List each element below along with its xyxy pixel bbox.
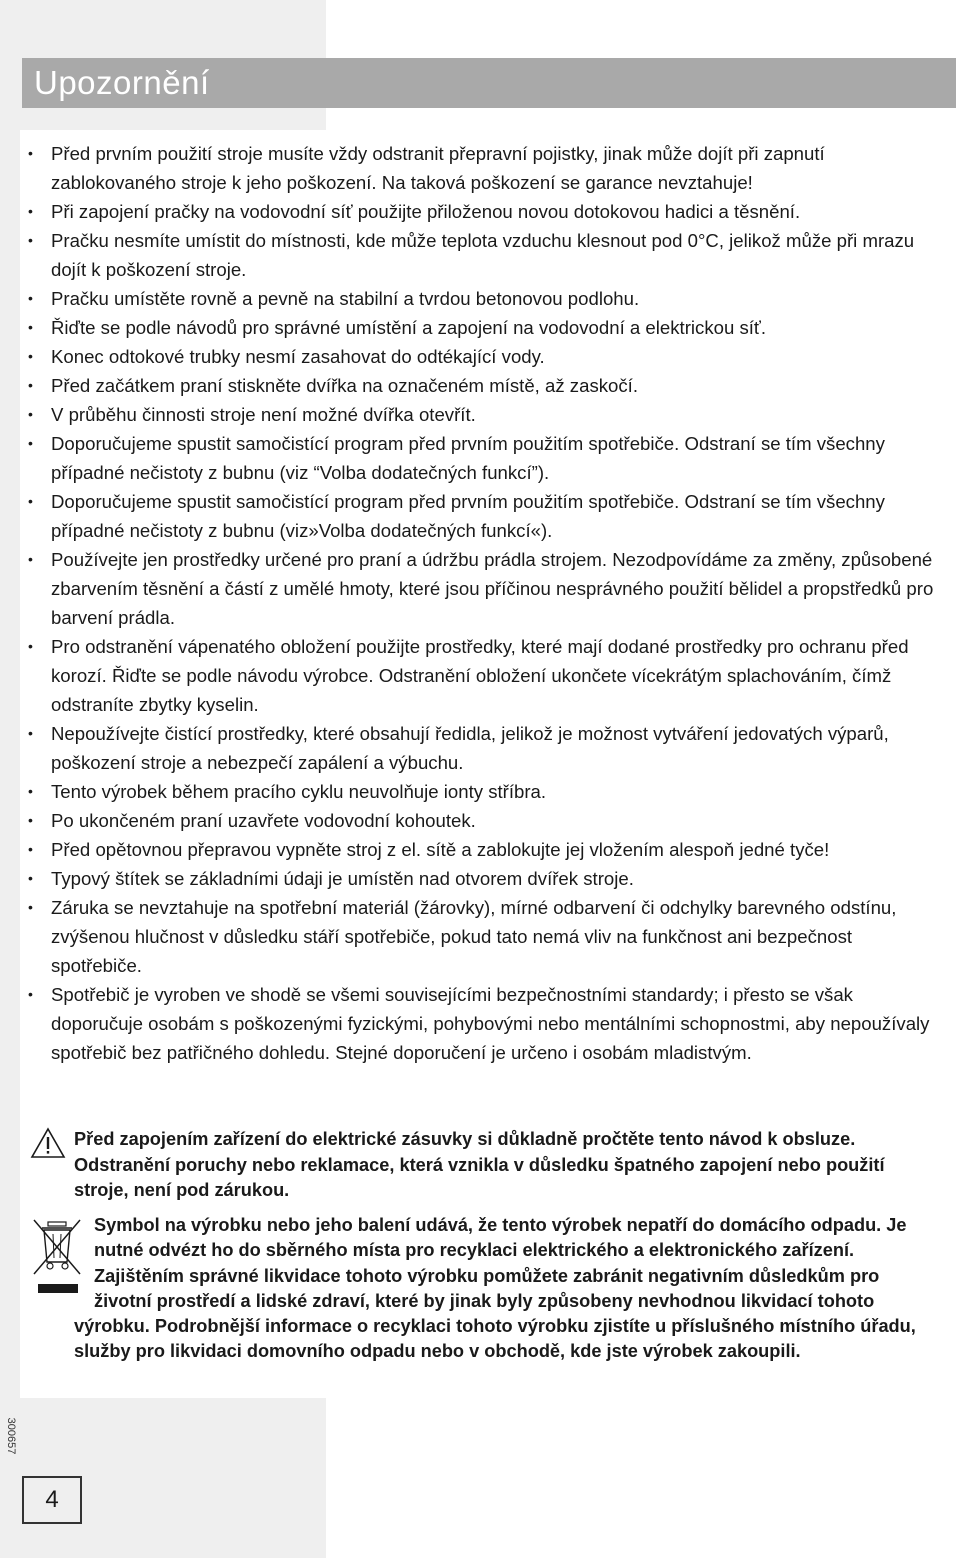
left-margin-panel xyxy=(0,130,20,1398)
list-item xyxy=(28,864,940,893)
bullet-marker: • xyxy=(28,493,33,509)
list-item xyxy=(28,139,940,197)
bullet-marker: • xyxy=(28,348,33,364)
list-item xyxy=(28,342,940,371)
list-item-text: Řiďte se podle návodů pro správné umístění a zapojení na vodovodní a elektrickou síť. xyxy=(51,317,767,338)
recycling-note xyxy=(74,1213,934,1365)
list-item xyxy=(28,806,940,835)
section-title-bar xyxy=(22,58,956,108)
bullet-marker: • xyxy=(28,145,33,161)
bullet-marker: • xyxy=(28,725,33,741)
bullet-marker: • xyxy=(28,319,33,335)
list-item-text: Při zapojení pračky na vodovodní síť použijte přiloženou novou dotokovou hadici a těsnění. xyxy=(51,201,801,222)
recycling-text: Symbol na výrobku nebo jeho balení udává, že tento výrobek nepatří do domácího odpadu. Je nutné odvézt ho do sběrného místa pro recyklaci elektrického a elektronického zařízení. Zajištěním správné likvidace tohoto výrobku pomůžete zabránit negativním důsledkům pro životní prostředí a lidské zdraví, které by jinak byly způsobeny nevhodnou likvidací tohoto výrobku. Podrobnější informace o recyklaci tohoto výrobku zjistíte u příslušného místního úřadu, služby pro likvidaci domovního odpadu nebo v obchodě, kde jste výrobek zakoupili. xyxy=(74,1215,916,1362)
list-item xyxy=(28,284,940,313)
list-item xyxy=(28,226,940,284)
page-number: 4 xyxy=(45,1486,59,1513)
list-item xyxy=(28,313,940,342)
bullet-marker: • xyxy=(28,406,33,422)
list-item-text: Pro odstranění vápenatého obložení použijte prostředky, které mají dodané prostředky pro ochranu před korozí. Řiďte se podle návodu výrobce. Odstranění obložení ukončete vícekrátým splachováním, čímž odstraníte zbytky kyselin. xyxy=(51,636,909,715)
list-item-text: Spotřebič je vyroben ve shodě se všemi souvisejícími bezpečnostními standardy; i přesto se však doporučuje osobám s poškozenými fyzickými, pohybovými nebo mentálními schopnostmi, aby nepoužívaly spotřebič bez patřičného dohledu. Stejné doporučení je určeno i osobám mladistvým. xyxy=(51,984,930,1063)
list-item xyxy=(28,400,940,429)
list-item-text: Nepoužívejte čistící prostředky, které obsahují ředidla, jelikož je možnost vytváření jedovatých výparů, poškození stroje a nebezpečí zapálení a výbuchu. xyxy=(51,723,889,773)
list-item xyxy=(28,893,940,980)
list-item-text: Pračku umístěte rovně a pevně na stabilní a tvrdou betonovou podlohu. xyxy=(51,288,640,309)
list-item-text: Pračku nesmíte umístit do místnosti, kde může teplota vzduchu klesnout pod 0°C, jelikož může při mrazu dojít k poškození stroje. xyxy=(51,230,915,280)
list-item xyxy=(28,632,940,719)
section-title: Upozornění xyxy=(34,64,210,101)
electrical-warning xyxy=(30,1127,930,1204)
list-item xyxy=(28,719,940,777)
bullet-marker: • xyxy=(28,232,33,248)
page-number-box xyxy=(22,1476,82,1524)
bullet-marker: • xyxy=(28,203,33,219)
bullet-marker: • xyxy=(28,290,33,306)
bullet-marker: • xyxy=(28,377,33,393)
warning-text: Před zapojením zařízení do elektrické zásuvky si důkladně pročtěte tento návod k obsluze. Odstranění poruchy nebo reklamace, která vznikla v důsledku špatného zapojení nebo použití stroje, není pod zárukou. xyxy=(74,1129,885,1200)
list-item xyxy=(28,197,940,226)
bullet-marker: • xyxy=(28,899,33,915)
list-item xyxy=(28,835,940,864)
list-item xyxy=(28,777,940,806)
bullet-marker: • xyxy=(28,870,33,886)
list-item-text: Doporučujeme spustit samočistící program před prvním použitím spotřebiče. Odstraní se tím všechny případné nečistoty z bubnu (viz»Volba dodatečných funkcí«). xyxy=(51,491,885,541)
list-item xyxy=(28,429,940,487)
warning-list xyxy=(28,139,940,1067)
list-item-text: Po ukončeném praní uzavřete vodovodní kohoutek. xyxy=(51,810,476,831)
list-item-text: Typový štítek se základními údaji je umístěn nad otvorem dvířek stroje. xyxy=(51,868,634,889)
list-item-text: Konec odtokové trubky nesmí zasahovat do odtékající vody. xyxy=(51,346,545,367)
list-item xyxy=(28,980,940,1067)
list-item-text: Používejte jen prostředky určené pro praní a údržbu prádla strojem. Nezodpovídáme za změny, způsobené zbarvením těsnění a částí z umělé hmoty, které jsou příčinou nesprávného použití bělidel a propstředků pro barvení prádla. xyxy=(51,549,934,628)
document-code: 300657 xyxy=(5,1417,17,1455)
list-item-text: Záruka se nevztahuje na spotřební materiál (žárovky), mírné odbarvení či odchylky barevného odstínu, zvýšenou hlučnost v důsledku stáří spotřebiče, pokud tato nemá vliv na funkčnost ani bezpečnost spotřebiče. xyxy=(51,897,897,976)
bullet-marker: • xyxy=(28,841,33,857)
list-item xyxy=(28,371,940,400)
list-item-text: Doporučujeme spustit samočistící program před prvním použitím spotřebiče. Odstraní se tím všechny případné nečistoty z bubnu (viz “Volba dodatečných funkcí”). xyxy=(51,433,885,483)
list-item-text: Tento výrobek během pracího cyklu neuvolňuje ionty stříbra. xyxy=(51,781,547,802)
warning-triangle-icon xyxy=(30,1127,66,1159)
list-item-text: Před opětovnou přepravou vypněte stroj z el. sítě a zablokujte jej vložením alespoň jedné tyče! xyxy=(51,839,830,860)
bullet-marker: • xyxy=(28,435,33,451)
list-item xyxy=(28,545,940,632)
bullet-marker: • xyxy=(28,783,33,799)
bullet-marker: • xyxy=(28,812,33,828)
bullet-marker: • xyxy=(28,986,33,1002)
list-item-text: Před prvním použití stroje musíte vždy odstranit přepravní pojistky, jinak může dojít při zapnutí zablokovaného stroje k jeho poškození. Na taková poškození se garance nevztahuje! xyxy=(51,143,825,193)
list-item-text: Před začátkem praní stiskněte dvířka na označeném místě, až zaskočí. xyxy=(51,375,639,396)
list-item-text: V průběhu činnosti stroje není možné dvířka otevřít. xyxy=(51,404,476,425)
bullet-marker: • xyxy=(28,638,33,654)
bullet-marker: • xyxy=(28,551,33,567)
list-item xyxy=(28,487,940,545)
